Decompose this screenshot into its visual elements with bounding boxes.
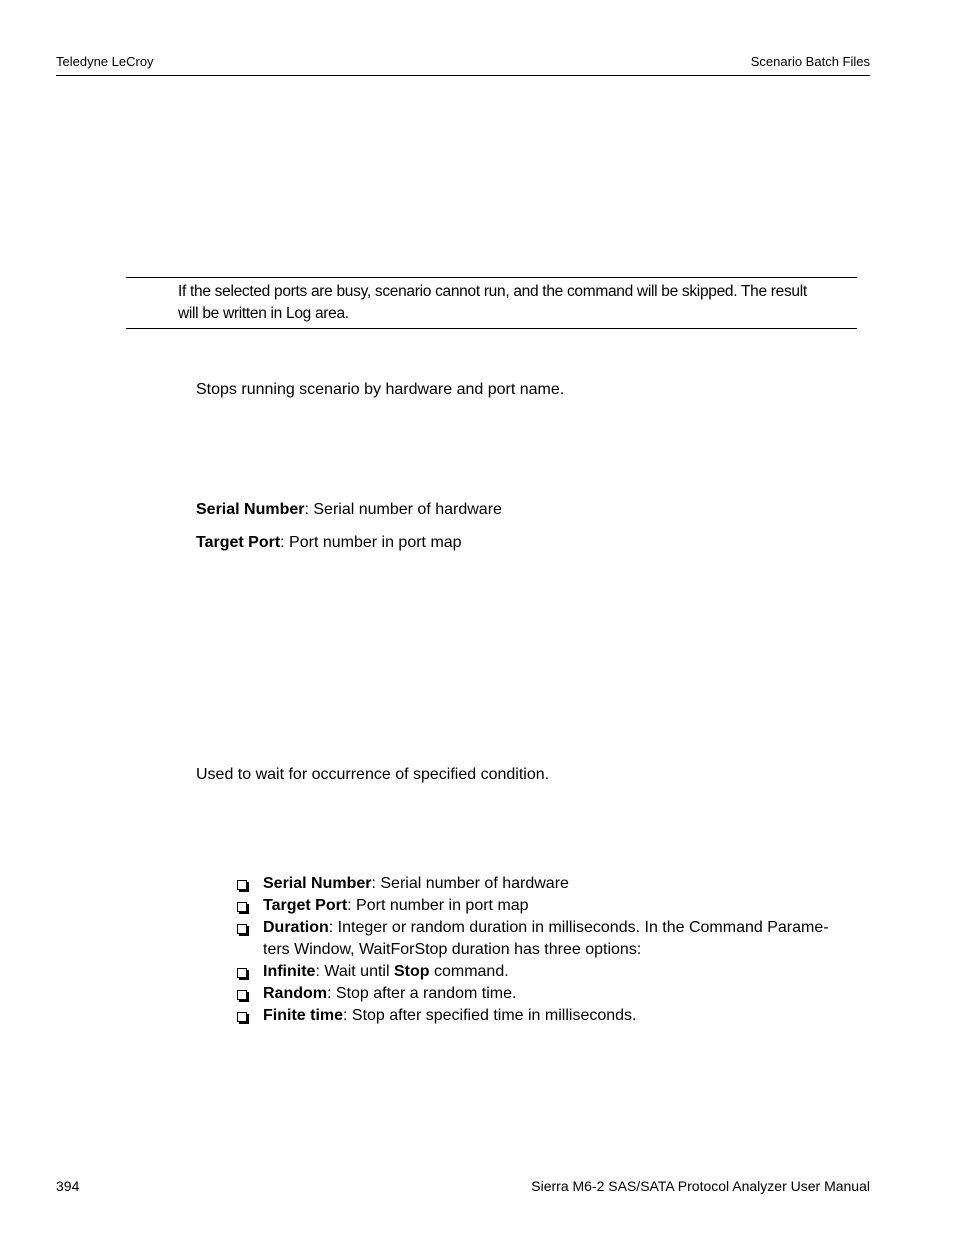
param-term: Target Port: [196, 534, 281, 551]
note-line-1: If the selected ports are busy, scenario cannot run, and the command will be skipped. The result: [178, 283, 807, 300]
list-item: [237, 983, 877, 1005]
checkbox-bullet-icon: [237, 880, 247, 890]
list-item: [237, 1005, 877, 1027]
param-desc: : Port number in port map: [347, 897, 529, 914]
param-term: Infinite: [263, 963, 316, 980]
stop-param-serial: [196, 499, 502, 521]
checkbox-bullet-icon: [237, 924, 247, 934]
note-bottom-rule: [126, 328, 857, 329]
note-line-2: will be written in Log area.: [178, 305, 349, 322]
param-term: Target Port: [263, 897, 348, 914]
param-keyword: Stop: [393, 963, 430, 980]
list-item: [237, 895, 877, 917]
list-item: [237, 961, 877, 983]
param-desc: : Serial number of hardware: [304, 501, 502, 518]
param-desc: : Port number in port map: [280, 534, 462, 551]
note-top-rule: [126, 277, 857, 278]
checkbox-bullet-icon: [237, 902, 247, 912]
param-desc: : Integer or random duration in milliseconds. In the Command Parame-: [328, 919, 829, 936]
param-desc: : Stop after a random time.: [327, 985, 517, 1002]
note: [178, 281, 878, 325]
checkbox-bullet-icon: [237, 990, 247, 1000]
header-right: Scenario Batch Files: [750, 54, 870, 69]
param-term: Serial Number: [196, 501, 305, 518]
stop-description: Stops running scenario by hardware and port name.: [196, 381, 565, 398]
param-desc: : Stop after specified time in milliseconds.: [343, 1007, 637, 1024]
param-desc: : Wait until: [315, 963, 394, 980]
param-desc-continued: ters Window, WaitForStop duration has three options:: [263, 941, 642, 958]
param-term: Serial Number: [263, 875, 372, 892]
stop-param-port: [196, 532, 462, 554]
list-item: [237, 873, 877, 895]
checkbox-bullet-icon: [237, 1012, 247, 1022]
checkbox-bullet-icon: [237, 968, 247, 978]
param-desc-after: command.: [429, 963, 509, 980]
header-left: Teledyne LeCroy: [56, 54, 154, 69]
param-term: Duration: [263, 919, 329, 936]
list-item: [237, 917, 877, 961]
param-term: Random: [263, 985, 327, 1002]
wait-description: Used to wait for occurrence of specified condition.: [196, 766, 550, 783]
param-desc: : Serial number of hardware: [371, 875, 569, 892]
footer-title: Sierra M6-2 SAS/SATA Protocol Analyzer User Manual: [531, 1178, 870, 1194]
param-term: Finite time: [263, 1007, 344, 1024]
header-rule: [56, 75, 870, 76]
page-number: 394: [56, 1178, 80, 1194]
wait-param-list: [237, 873, 877, 1027]
